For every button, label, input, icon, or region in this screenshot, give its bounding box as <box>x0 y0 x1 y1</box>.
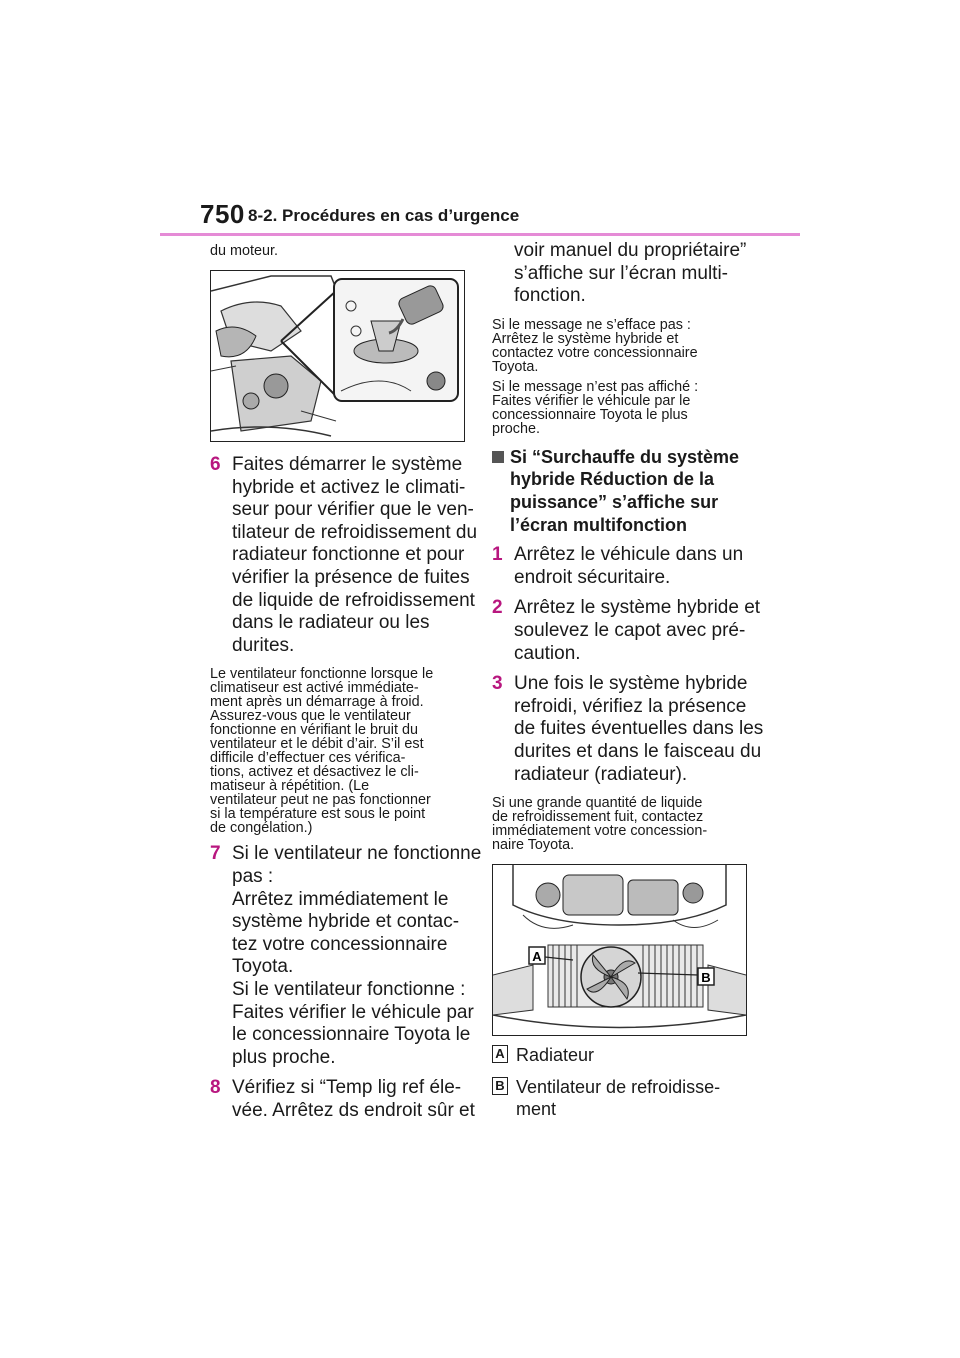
step-text: seur pour vérifier que le ven- <box>232 499 474 521</box>
note-line: Si le message n’est pas affiché : <box>492 378 699 395</box>
note-line: ventilateur peut ne pas fonctionner <box>210 792 431 809</box>
note-line: si la température est sous le point <box>210 806 426 823</box>
note-line: climatiseur est activé immédiate- <box>210 680 419 697</box>
step-number: 1 <box>492 544 503 566</box>
note-line: Assurez-vous que le ventilateur <box>210 708 411 725</box>
step-number: 8 <box>210 1077 221 1099</box>
figure-radiator-fan <box>492 864 747 1036</box>
step-text: s’affiche sur l’écran multi- <box>514 262 729 284</box>
step-7 <box>210 843 482 1069</box>
legend-item-b <box>492 1076 757 1120</box>
step-text: Toyota. <box>232 956 294 978</box>
label-a: A <box>532 949 542 965</box>
heading-line: Si “Surchauffe du système <box>510 446 740 467</box>
legend-text: Ventilateur de refroidisse- <box>516 1077 721 1098</box>
note-line: naire Toyota. <box>492 837 575 854</box>
right-column <box>492 240 764 1120</box>
step-6 <box>210 454 478 657</box>
step-text: Vérifiez si “Temp lig ref éle- <box>232 1077 462 1099</box>
section-heading-overheat <box>492 446 757 536</box>
step-text: Arrêtez le véhicule dans un <box>514 544 744 566</box>
legend-item-a <box>492 1044 757 1066</box>
note-line: de refroidissement fuit, contactez <box>492 809 704 826</box>
step-text: radiateur fonctionne et pour <box>232 544 465 566</box>
step-text: soulevez le capot avec pré- <box>514 619 746 641</box>
header-divider <box>160 233 800 236</box>
step-text: vérifier la présence de fuites <box>232 566 470 588</box>
radiator-fan-illustration <box>493 865 746 1035</box>
square-bullet-icon <box>492 451 504 463</box>
note-line: difficile d’effectuer ces vérifica- <box>210 750 406 767</box>
step-3 <box>492 673 764 786</box>
step-text: le concessionnaire Toyota le <box>232 1024 471 1046</box>
figure-coolant-refill <box>210 270 465 442</box>
note-line: concessionnaire Toyota le plus <box>492 406 688 423</box>
note-line: Le ventilateur fonctionne lorsque le <box>210 666 434 683</box>
note-fan-operation <box>210 667 475 835</box>
step-text: durites. <box>232 634 295 656</box>
note-line: matiseur à répétition. (Le <box>210 778 370 795</box>
step-text: vée. Arrêtez ds endroit sûr et <box>232 1099 475 1121</box>
step-number: 7 <box>210 843 221 865</box>
step-text: caution. <box>514 642 581 664</box>
step-text: tilateur de refroidissement du <box>232 521 478 543</box>
legend-badge: B <box>492 1077 508 1095</box>
step-text: dans le radiateur ou les <box>232 612 430 634</box>
step-text: voir manuel du propriétaire” <box>514 240 747 261</box>
step-text: fonction. <box>514 285 586 307</box>
note-line: ventilateur et le débit d’air. S’il est <box>210 736 424 753</box>
step-text: Si le ventilateur ne fonctionne <box>232 843 482 865</box>
step-text: Une fois le système hybride <box>514 673 748 695</box>
note-message-persists <box>492 318 757 374</box>
step-8-continued <box>492 240 757 308</box>
step-text: durites et dans le faisceau du <box>514 740 762 762</box>
step-text: hybride et activez le climati- <box>232 476 466 498</box>
note-line: Si le message ne s’efface pas : <box>492 316 691 333</box>
step-8 <box>210 1077 475 1122</box>
step-text: de fuites éventuelles dans les <box>514 718 764 740</box>
step-1 <box>492 544 757 589</box>
step-text: pas : <box>232 865 274 887</box>
note-line: fonctionne en vérifiant le bruit du <box>210 722 418 739</box>
note-message-not-shown <box>492 380 757 436</box>
step-2 <box>492 597 761 665</box>
note-line: tions, activez et désactivez le cli- <box>210 764 419 781</box>
step-text: Faites vérifier le véhicule par <box>232 1001 474 1023</box>
page-number: 750 <box>200 199 245 229</box>
step-text: Faites démarrer le système <box>232 454 463 475</box>
note-line: ment après un démarrage à froid. <box>210 694 424 711</box>
step-number: 2 <box>492 597 503 619</box>
left-column <box>210 240 482 1122</box>
step-text: de liquide de refroidissement <box>232 589 475 611</box>
engine-bay-coolant-illustration <box>211 271 464 441</box>
step-number: 3 <box>492 673 503 695</box>
note-line: Arrêtez le système hybride et <box>492 330 679 347</box>
step-text: Arrêtez le système hybride et <box>514 597 761 619</box>
step-text: radiateur (radiateur). <box>514 763 688 785</box>
step-text: système hybride et contac- <box>232 911 460 933</box>
note-line: immédiatement votre concession- <box>492 823 708 840</box>
note-line: Toyota. <box>492 358 539 375</box>
note-line: Si une grande quantité de liquide <box>492 795 703 812</box>
section-title: 8-2. Procédures en cas d’urgence <box>248 206 520 225</box>
legend-text: ment <box>516 1099 557 1120</box>
step-text: Arrêtez immédiatement le <box>232 888 449 910</box>
note-coolant-leak <box>492 796 757 852</box>
legend-badge: A <box>492 1045 508 1063</box>
note-line: de congélation.) <box>210 820 313 837</box>
step-text: tez votre concessionnaire <box>232 933 448 955</box>
note-line: contactez votre concessionnaire <box>492 344 698 361</box>
step-text: Si le ventilateur fonctionne : <box>232 978 466 1000</box>
label-b: B <box>701 970 711 986</box>
step-number: 6 <box>210 454 221 475</box>
legend-text: Radiateur <box>516 1045 595 1066</box>
heading-line: hybride Réduction de la <box>510 469 715 490</box>
step-text: endroit sécuritaire. <box>514 566 671 588</box>
note-line: proche. <box>492 420 540 437</box>
heading-line: l’écran multifonction <box>510 514 688 535</box>
note-line: Faites vérifier le véhicule par le <box>492 392 691 409</box>
heading-line: puissance” s’affiche sur <box>510 491 719 512</box>
intro-text: du moteur. <box>210 243 278 259</box>
step-text: plus proche. <box>232 1046 336 1068</box>
step-text: refroidi, vérifiez la présence <box>514 695 747 717</box>
